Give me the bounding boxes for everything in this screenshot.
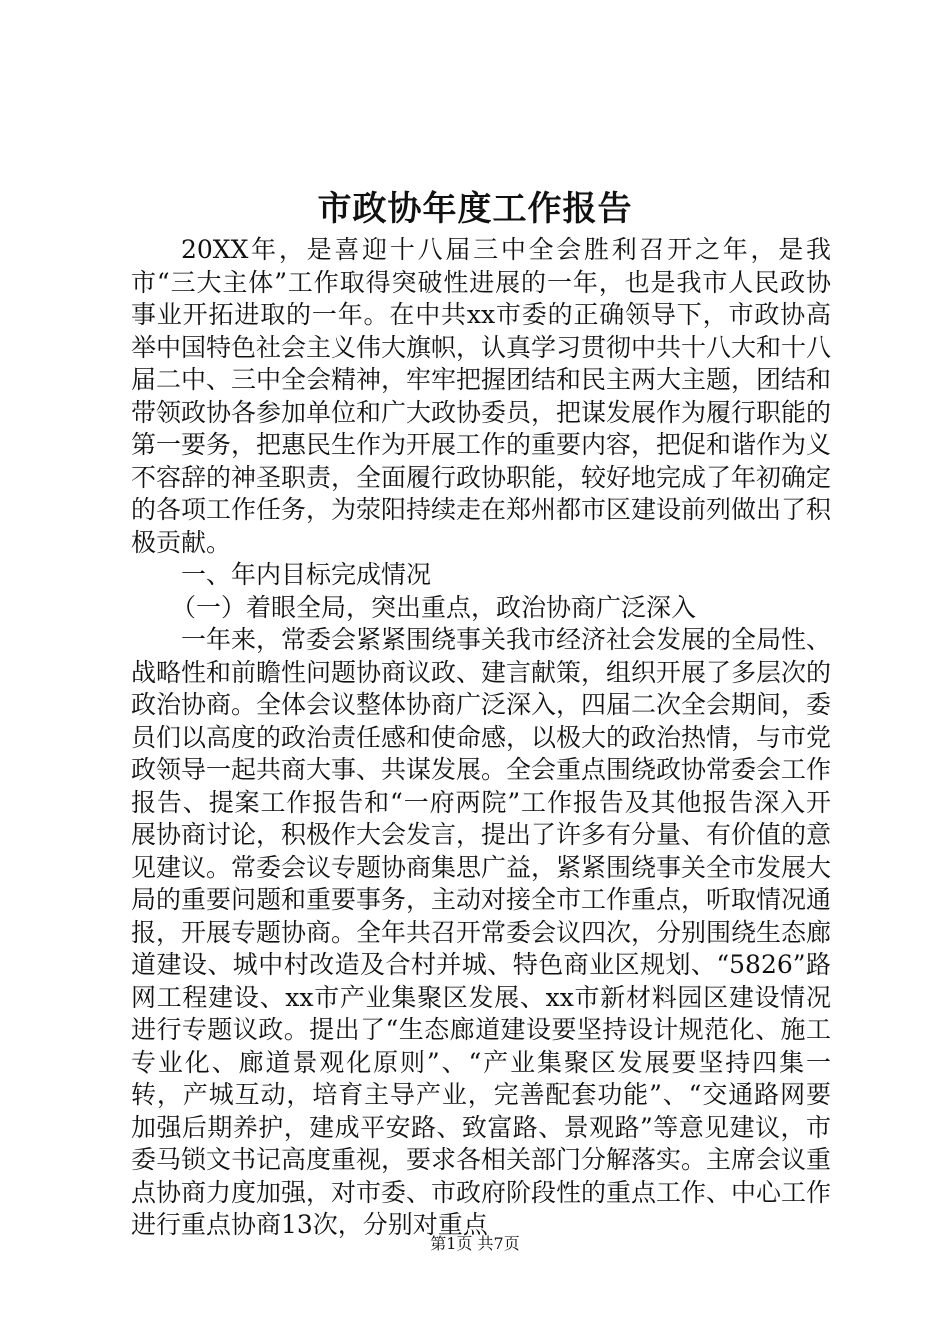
subsection-heading: （一）着眼全局，突出重点，政治协商广泛深入 [171,592,697,622]
document-body [131,234,831,1242]
subsection-paragraph: 一年来，常委会紧紧围绕事关我市经济社会发展的全局性、战略性和前瞻性问题协商议政、建言献策，组织开展了多层次的政治协商。全体会议整体协商广泛深入，四届二次全会期间，委员们以高度的政治责任感和使命感，以极大的政治热情，与市党政领导一起共商大事、共谋发展。全会重点围绕政协常委会工作报告、提案工作报告和“一府两院”工作报告及其他报告深入开展协商讨论，积极作大会发言，提出了许多有分量、有价值的意见建议。常委会议专题协商集思广益，紧紧围绕事关全市发展大局的重要问题和重要事务，主动对接全市工作重点，听取情况通报，开展专题协商。全年共召开常委会议四次，分别围绕生态廊道建设、城中村改造及合村并城、特色商业区规划、“5826”路网工程建设、xx市产业集聚区发展、xx市新材料园区建设情况进行专题议政。提出了“生态廊道建设要坚持设计规范化、施工专业化、廊道景观化原则”、“产业集聚区发展要坚持四集一转，产城互动，培育主导产业，完善配套功能”、“交通路网要加强后期养护，建成平安路、致富路、景观路”等意见建议，市委马锁文书记高度重视，要求各相关部门分解落实。主席会议重点协商力度加强，对市委、市政府阶段性的重点工作、中心工作进行重点协商13次，分别对重点 [131,625,832,1239]
document-title: 市政协年度工作报告 [317,189,633,229]
section-heading: 一、年内目标完成情况 [181,560,432,589]
page-indicator: 第1页 共7页 [430,1234,520,1253]
intro-paragraph: 20XX年，是喜迎十八届三中全会胜利召开之年，是我市“三大主体”工作取得突破性进展的一年，也是我市人民政协事业开拓进取的一年。在中共xx市委的正确领导下，市政协高举中国特色社会主义伟大旗帜，认真学习贯彻中共十八大和十八届二中、三中全会精神，牢牢把握团结和民主两大主题，团结和带领政协各参加单位和广大政协委员，把谋发展作为履行职能的第一要务，把惠民生作为开展工作的重要内容，把促和谐作为义不容辞的神圣职责，全面履行政协职能，较好地完成了年初确定的各项工作任务，为荥阳持续走在郑州都市区建设前列做出了积极贡献。 [131,235,832,557]
